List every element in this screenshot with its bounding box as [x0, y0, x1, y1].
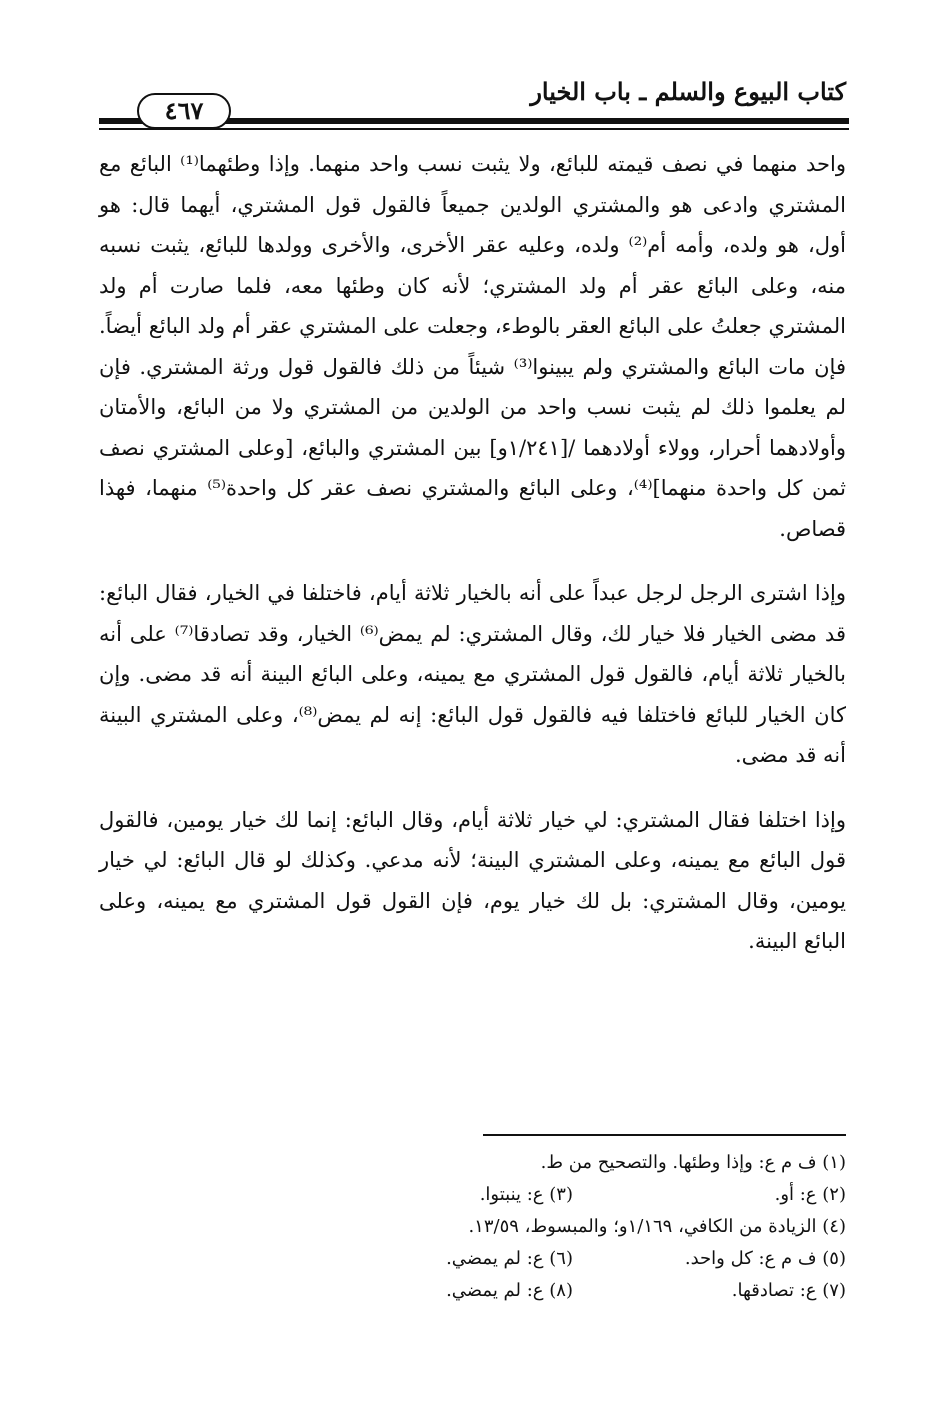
footnote-5: (٥) ف م ع: كل واحد. [684, 1248, 846, 1269]
footnote-6: (٦) ع: لم يمضي. [446, 1248, 573, 1269]
footnote-row-1 [300, 1147, 846, 1179]
paragraph-1: واحد منهما في نصف قيمته للبائع، ولا يثبت نسب واحد منهما. وإذا وطئهما⁽¹⁾ البائع مع المشتري وادعى هو والمشتري الولدين جميعاً فالقول قول المشتري، أيهما قال: هو أول، هو ولده، وأمه أم⁽²⁾ ولده، وعليه عقر الأخرى، والأخرى وولدها للبائع، يثبت نسبه منه، وعلى البائع عقر أم ولد المشتري؛ لأنه كان وطئها معه، فلما صارت أم ولد المشتري جعلتُ على البائع العقر بالوطء، وجعلت على المشتري عقر أم ولد البائع أيضاً. فإن مات البائع والمشتري ولم يبينوا⁽³⁾ شيئاً من ذلك فالقول قول ورثة المشتري. فإن لم يعلموا ذلك لم يثبت نسب واحد من الولدين من المشتري ولا من البائع، والأمتان وأولادهما أحرار، وولاء أولادهما /[١/٢٤١و] بين المشتري والبائع، [وعلى المشتري نصف ثمن كل واحدة منهما]⁽⁴⁾، وعلى البائع والمشتري نصف عقر كل واحدة⁽⁵⁾ منهما، فهذا قصاص. [99, 152, 847, 541]
running-header-title: كتاب البيوع والسلم ـ باب الخيار [530, 77, 846, 106]
footnote-separator [483, 1134, 846, 1136]
footnote-2: (٢) ع: أو. [774, 1184, 846, 1205]
footnote-row-2 [300, 1179, 846, 1211]
footnote-row-5 [300, 1275, 846, 1307]
footnote-1: (١) ف م ع: وإذا وطئها. والتصحيح من ط. [540, 1152, 846, 1173]
footnote-8: (٨) ع: لم يمضي. [446, 1280, 573, 1301]
footnote-4: (٤) الزيادة من الكافي، ١/١٦٩و؛ والمبسوط، ١٣/٥٩. [468, 1216, 846, 1237]
main-text [99, 144, 846, 962]
page-number-badge [137, 93, 231, 129]
paragraph-3: وإذا اختلفا فقال المشتري: لي خيار ثلاثة أيام، وقال البائع: إنما لك خيار يومين، فالقول قول البائع مع يمينه، وعلى المشتري البينة؛ لأنه مدعي. وكذلك لو قال البائع: لي خيار يومين، وقال المشتري: بل لك خيار يوم، فإن القول قول المشتري مع يمينه، وعلى البائع البينة. [99, 807, 846, 953]
footnotes [300, 1147, 846, 1307]
page-number: ٤٦٧ [164, 96, 204, 125]
paragraph-2: وإذا اشترى الرجل لرجل عبداً على أنه بالخيار ثلاثة أيام، فاختلفا في الخيار، فقال البائع: قد مضى الخيار فلا خيار لك، وقال المشتري: لم يمض⁽⁶⁾ الخيار، وقد تصادقا⁽⁷⁾ على أنه بالخيار ثلاثة أيام، فالقول قول المشتري مع يمينه، وعلى البائع البينة أنه قد مضى. وإن كان الخيار للبائع فاختلفا فيه فالقول قول البائع: إنه لم يمض⁽⁸⁾، وعلى المشتري البينة أنه قد مضى. [99, 581, 846, 767]
footnote-row-4 [300, 1243, 846, 1275]
footnote-3: (٣) ع: ينبتوا. [479, 1184, 573, 1205]
footnote-row-3 [300, 1211, 846, 1243]
footnote-7: (٧) ع: تصادقها. [731, 1280, 846, 1301]
